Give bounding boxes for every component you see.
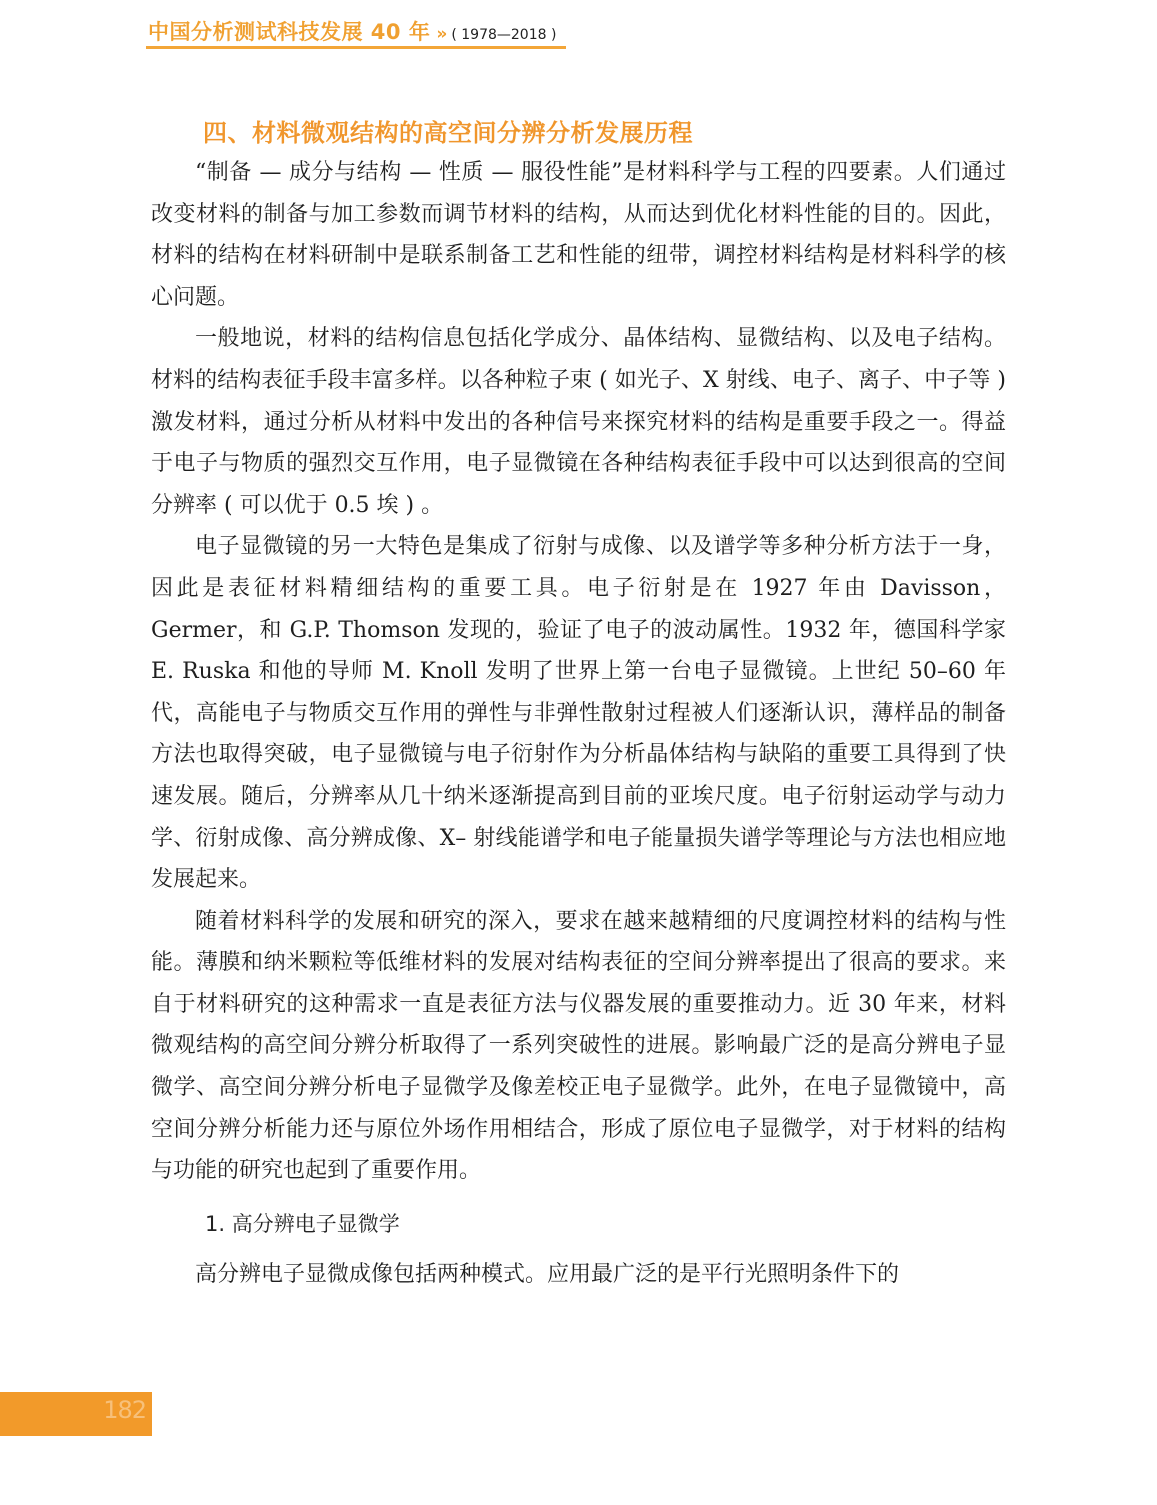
paragraph-1: “制备 — 成分与结构 — 性质 — 服役性能”是材料科学与工程的四要素。人们通过改变材料的制备与加工参数而调节材料的结构，从而达到优化材料性能的目的。因此，材料的结构在材料研制中是联系制备工艺和性能的纽带，调控材料结构是材料科学的核心问题。 <box>151 160 1006 310</box>
chevron-right-icon: » <box>436 24 448 44</box>
paragraph-2: 一般地说，材料的结构信息包括化学成分、晶体结构、显微结构、以及电子结构。材料的结构表征手段丰富多样。以各种粒子束 ( 如光子、X 射线、电子、离子、中子等 ) 激发材料，通过分析从材料中发出的各种信号来探究材料的结构是重要手段之一。得益于电子与物质的强烈交互作用，电子显微镜在各种结构表征手段中可以达到很高的空间分辨率 ( 可以优于 0.5 埃 ) 。 <box>151 326 1006 518</box>
header-rule <box>146 46 566 49</box>
running-header <box>148 16 556 46</box>
body-text <box>151 152 1006 1295</box>
paragraph-3: 电子显微镜的另一大特色是集成了衍射与成像、以及谱学等多种分析方法于一身，因此是表征材料精细结构的重要工具。电子衍射是在 1927 年由 Davisson，Germer，和 G.P. Thomson 发现的，验证了电子的波动属性。1932 年，德国科学家 E. Ruska 和他的导师 M. Knoll 发明了世界上第一台电子显微镜。上世纪 50–60 年代，高能电子与物质交互作用的弹性与非弹性散射过程被人们逐渐认识，薄样品的制备方法也取得突破，电子显微镜与电子衍射作为分析晶体结构与缺陷的重要工具得到了快速发展。随后，分辨率从几十纳米逐渐提高到目前的亚埃尺度。电子衍射运动学与动力学、衍射成像、高分辨成像、X– 射线能谱学和电子能量损失谱学等理论与方法也相应地发展起来。 <box>151 534 1006 893</box>
subsection-heading: 1. 高分辨电子显微学 <box>205 1211 400 1236</box>
book-title: 中国分析测试科技发展 40 年 <box>148 20 431 44</box>
subsection-paragraph: 高分辨电子显微成像包括两种模式。应用最广泛的是平行光照明条件下的 <box>195 1261 900 1287</box>
paragraph-4: 随着材料科学的发展和研究的深入，要求在越来越精细的尺度调控材料的结构与性能。薄膜和纳米颗粒等低维材料的发展对结构表征的空间分辨率提出了很高的要求。来自于材料研究的这种需求一直是表征方法与仪器发展的重要推动力。近 30 年来，材料微观结构的高空间分辨分析取得了一系列突破性的进展。影响最广泛的是高分辨电子显微学、高空间分辨分析电子显微学及像差校正电子显微学。此外，在电子显微镜中，高空间分辨分析能力还与原位外场作用相结合，形成了原位电子显微学，对于材料的结构与功能的研究也起到了重要作用。 <box>151 908 1006 1184</box>
page-number-tab <box>0 1392 152 1436</box>
section-heading: 四、材料微观结构的高空间分辨分析发展历程 <box>203 119 693 147</box>
book-years: ( 1978—2018 ) <box>451 27 557 43</box>
page-number: 182 <box>103 1396 146 1424</box>
